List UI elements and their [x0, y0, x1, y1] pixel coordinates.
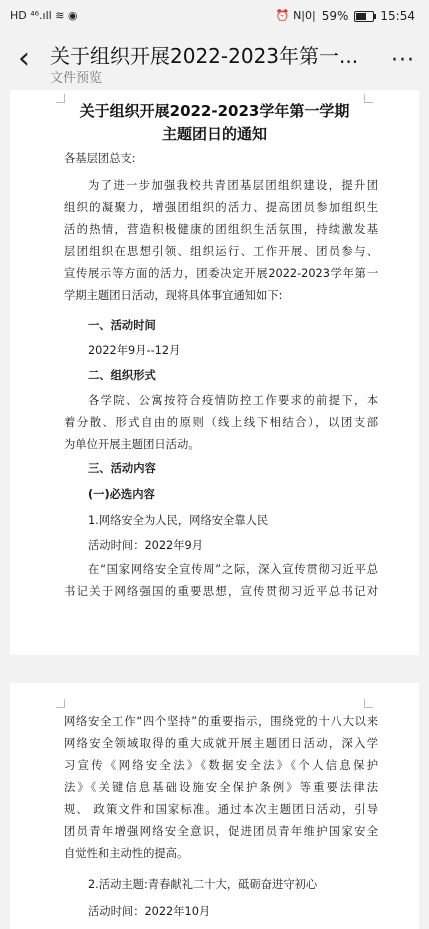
salutation: 各基层团总支:	[64, 152, 136, 165]
document-title: 关于组织开展2022-2023年第一...	[50, 44, 359, 68]
page-corner-mark	[364, 699, 373, 708]
intro-line: 为了进一步加强我校共青团基层团组织建设，提升团	[88, 179, 378, 192]
section2-line: 各学院、公寓按符合疫情防控工作要求的前提下，本	[88, 394, 378, 407]
section1-heading: 一、活动时间	[88, 319, 156, 332]
more-options-button[interactable]: ···	[391, 48, 415, 73]
document-page-2	[10, 683, 419, 929]
page-corner-mark	[56, 699, 65, 708]
page2-line: 网络安全领域取得的重大成就开展主题团日活动，深入学	[64, 737, 378, 750]
clock: 15:54	[380, 9, 415, 23]
item1-title: 1.网络安全为人民，网络安全靠人民	[88, 514, 269, 527]
page2-line: 网络安全工作“四个坚持”的重要指示，围绕党的十八大以来	[64, 715, 378, 728]
status-bar	[0, 0, 429, 34]
intro-line: 层团组织在思想引领、组织运行、工作开展、团员参与、	[64, 245, 378, 258]
section3-heading: 三、活动内容	[88, 462, 156, 475]
section2-paragraph	[64, 390, 378, 456]
battery-icon	[354, 11, 374, 22]
document-subtitle: 文件预览	[50, 71, 103, 86]
item1-time: 活动时间：2022年9月	[88, 539, 204, 552]
page2-line: 习宣传《网络安全法》《数据安全法》《个人信息保护	[64, 759, 378, 772]
status-left	[10, 9, 78, 23]
item1-continued-paragraph	[64, 711, 378, 865]
intro-line: 学期主题团日活动，现将具体事宜通知如下:	[64, 289, 283, 302]
title-bar	[0, 34, 429, 90]
item1-line: 在“国家网络安全宣传周”之际，深入宣传贯彻习近平总	[88, 563, 378, 576]
intro-line: 组织的凝聚力，增强团组织的活力、提高团员参加组织生	[64, 201, 378, 214]
section2-line: 为单位开展主题团日活动。	[64, 438, 200, 451]
page2-line: 规、 政策文件和国家标准。通过本次主题团日活动，引导	[64, 803, 378, 816]
network-signal-wifi-icons: HD ⁴⁶.ıll ≋ ◉	[10, 9, 78, 22]
section2-line: 着分散、形式自由的原则（线上线下相结合），以团支部	[64, 416, 378, 429]
item1-line: 书记关于网络强国的重要思想，宣传贯彻习近平总书记对	[64, 585, 378, 598]
intro-line: 活的热情，营造积极健康的团组织生活氛围，持续激发基	[64, 223, 378, 236]
item2-time: 活动时间：2022年10月	[88, 905, 211, 918]
section2-heading: 二、组织形式	[88, 369, 156, 382]
section1-text: 2022年9月--12月	[88, 344, 181, 357]
notice-title-line1: 关于组织开展2022-2023学年第一学期	[79, 102, 350, 120]
alarm-nfc-icons: ⏰ N|0|	[275, 9, 316, 22]
battery-fill	[356, 13, 365, 20]
page2-line: 法》《关键信息基础设施安全保护条例》等重要法律法	[64, 781, 378, 794]
page2-line: 团员青年增强网络安全意识，促进团员青年维护国家安全	[64, 825, 378, 838]
status-right	[276, 9, 415, 23]
item2-title: 2.活动主题:青春献礼二十大，砥砺奋进守初心	[88, 878, 318, 891]
intro-paragraph	[64, 175, 378, 307]
section3-subheading: (一)必选内容	[88, 488, 155, 501]
document-page-1	[10, 90, 419, 655]
back-button[interactable]: ‹	[18, 41, 30, 76]
page2-line: 自觉性和主动性的提高。	[64, 847, 189, 860]
item1-paragraph	[64, 559, 378, 603]
notice-title-line2: 主题团日的通知	[161, 125, 267, 143]
battery-percent: 59%	[321, 9, 349, 23]
intro-line: 宣传展示等方面的活力，团委决定开展2022-2023学年第一	[64, 267, 378, 280]
